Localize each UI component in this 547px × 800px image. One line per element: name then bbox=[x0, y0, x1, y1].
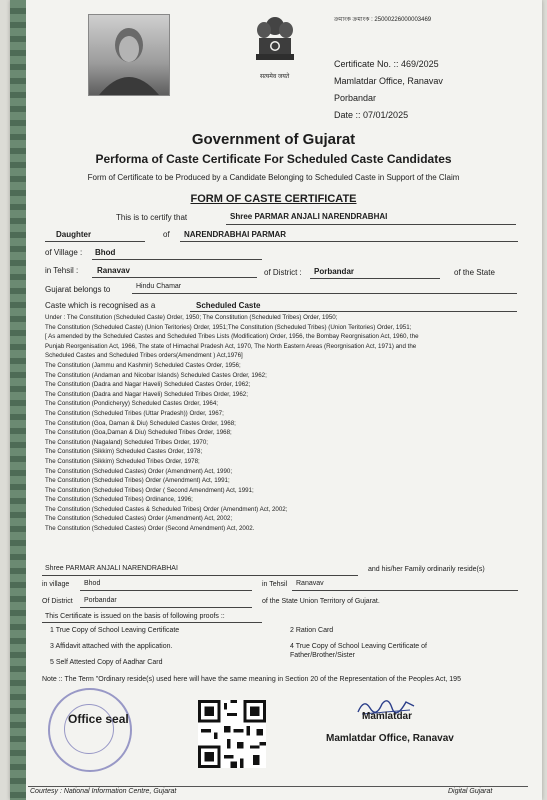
barcode-number: ক্রমাংক ক্রমাংক : 25000226000003469 bbox=[334, 17, 432, 23]
village-value: Bhod bbox=[95, 248, 116, 257]
district-value: Porbandar bbox=[314, 267, 355, 276]
order-line: Scheduled Castes and Scheduled Tribes orders(Amendment ) Act,1976] bbox=[45, 352, 243, 360]
proof-item: 2 Ration Card bbox=[290, 627, 334, 634]
decorative-strip bbox=[10, 0, 26, 800]
order-line: The Constitution (Sikkim) Scheduled Castes Order, 1978; bbox=[45, 448, 203, 456]
category-underline bbox=[190, 311, 517, 312]
certificate-no: 469/2025 bbox=[401, 59, 439, 69]
caste-value: Hindu Chamar bbox=[136, 283, 182, 290]
order-line: The Constitution (Scheduled Castes) Order (Amendment) Act, 2002; bbox=[45, 515, 233, 523]
res-village-value: Bhod bbox=[84, 580, 101, 587]
proof-item: 4 True Copy of School Leaving Certificate of Father/Brother/Sister bbox=[290, 643, 427, 659]
recognised-label: Caste which is recognised as a bbox=[45, 301, 156, 310]
order-line: The Constitution (Sikkim) Scheduled Tribes Order, 1978; bbox=[45, 457, 200, 465]
res-state-text: of the State Union Territory of Gujarat. bbox=[262, 598, 380, 605]
tehsil-value: Ranavav bbox=[97, 266, 130, 275]
res-district-value: Porbandar bbox=[84, 597, 117, 604]
res-village-underline bbox=[80, 590, 252, 591]
order-line: The Constitution (Goa, Daman & Diu) Scheduled Castes Order, 1968; bbox=[45, 419, 236, 427]
res-village-label: in village bbox=[42, 581, 70, 588]
family-text: and his/her Family ordinarily reside(s) bbox=[368, 566, 485, 573]
district-underline bbox=[310, 278, 440, 279]
res-district-label: Of District bbox=[42, 598, 73, 605]
order-line: The Constitution (Scheduled Tribes) Order (Amendment) Act, 1991; bbox=[45, 477, 230, 485]
order-line: The Constitution (Scheduled Castes & Scheduled Tribes) Order (Amendment) Act, 2002; bbox=[45, 505, 288, 513]
state-label: of the State bbox=[454, 268, 495, 277]
village-label: of Village : bbox=[45, 248, 83, 257]
order-line: The Constitution (Pondicheryy) Scheduled Castes Order, 1964; bbox=[45, 400, 218, 408]
gujarat-belongs-label: Gujarat belongs to bbox=[45, 285, 111, 294]
resident-underline bbox=[42, 575, 358, 576]
form-heading: FORM OF CASTE CERTIFICATE bbox=[190, 193, 357, 205]
signatory-office: Mamlatdar Office, Ranavav bbox=[326, 733, 454, 744]
caste-underline bbox=[132, 293, 517, 294]
order-line: The Constitution (Scheduled Tribes (Uttar Pradesh)) Order, 1967; bbox=[45, 409, 224, 417]
order-line: [ As amended by the Scheduled Castes and Scheduled Tribes Lists (Modification) Order, 1956, the Bombay Reorgnisation Act, 1960, the bbox=[45, 333, 419, 341]
order-line: The Constitution (Goa,Daman & Diu) Scheduled Tribes Order, 1968; bbox=[45, 429, 232, 437]
relation: Daughter bbox=[56, 230, 92, 239]
signatory-title: Mamlatdar bbox=[362, 711, 413, 722]
applicant-photo bbox=[88, 14, 170, 96]
order-line: The Constitution (Dadra and Nagar Haveli) Scheduled Castes Order, 1962; bbox=[45, 381, 251, 389]
proof-item: 5 Self Attested Copy of Aadhar Card bbox=[50, 659, 163, 666]
order-line: The Constitution (Scheduled Caste) (Union Teritories) Order, 1951;The Constitution (Scheduled Tribes) (Union Teritories) Order, 1951; bbox=[45, 323, 412, 331]
qr-code-icon bbox=[198, 700, 266, 768]
proof-item: 1 True Copy of School Leaving Certificate bbox=[50, 627, 180, 634]
issuing-office: Mamlatdar Office, Ranavav bbox=[334, 76, 443, 86]
order-line: Under : The Constitution (Scheduled Caste) Order, 1950; The Constitution (Scheduled Tribes) Order, 1950; bbox=[45, 314, 338, 321]
emblem-motto: सत्यमेव जयते bbox=[260, 74, 290, 80]
national-emblem-icon bbox=[250, 14, 300, 76]
resident-name: Shree PARMAR ANJALI NARENDRABHAI bbox=[45, 565, 178, 572]
proofs-heading-underline bbox=[42, 622, 262, 623]
village-underline bbox=[92, 259, 262, 260]
proof-item: 3 Affidavit attached with the application. bbox=[50, 643, 173, 650]
order-line: The Constitution (Scheduled Tribes) Ordinance, 1996; bbox=[45, 496, 193, 504]
order-line: The Constitution (Jammu and Kashmir) Scheduled Castes Order, 1956; bbox=[45, 361, 241, 369]
relation-underline bbox=[45, 241, 145, 242]
parent-underline bbox=[180, 241, 518, 242]
certificate-no-label: Certificate No. :: bbox=[334, 59, 399, 69]
res-tehsil-value: Ranavav bbox=[296, 580, 324, 587]
footer-divider bbox=[28, 786, 528, 787]
date-label: Date :: bbox=[334, 110, 361, 120]
order-line: The Constitution (Andaman and Nicobar Islands) Scheduled Castes Order, 1962; bbox=[45, 371, 267, 379]
tehsil-label: in Tehsil : bbox=[45, 266, 79, 275]
office-seal-label: Office seal bbox=[68, 712, 129, 726]
issuing-place: Porbandar bbox=[334, 93, 377, 103]
performa-title: Performa of Caste Certificate For Scheduled Caste Candidates bbox=[95, 152, 452, 166]
name-underline bbox=[226, 224, 516, 225]
order-line: The Constitution (Scheduled Castes) Order (Amendment) Act, 1990; bbox=[45, 467, 233, 475]
order-line: Punjab Reorgenisation Act, 1966, The state of Himachal Pradesh Act, 1970, The North Eastern Areas (Reorgnisation Act, 1971) and the bbox=[45, 342, 417, 350]
candidate-name: Shree PARMAR ANJALI NARENDRABHAI bbox=[230, 212, 388, 221]
form-subtitle: Form of Certificate to be Produced by a Candidate Belonging to Scheduled Caste in Support of the Claim bbox=[87, 173, 460, 182]
res-tehsil-underline bbox=[292, 590, 518, 591]
order-line: The Constitution (Dadra and Nagar Haveli) Scheduled Tribes Order, 1962; bbox=[45, 390, 248, 398]
constitution-orders-list bbox=[45, 313, 525, 534]
note-text: Note :: The Term "Ordinary reside(s) used here will have the same meaning in Section 20 of the Representation of the Peoples Act, 195 bbox=[42, 676, 461, 683]
res-district-underline bbox=[80, 607, 252, 608]
government-title: Government of Gujarat bbox=[191, 131, 356, 148]
certify-intro: This is to certify that bbox=[116, 213, 188, 222]
footer-courtesy: Courtesy : National Information Centre, Gujarat bbox=[30, 788, 177, 795]
of-label: of bbox=[163, 230, 170, 239]
tehsil-underline bbox=[92, 277, 257, 278]
caste-category: Scheduled Caste bbox=[196, 301, 261, 310]
order-line: The Constitution (Nagaland) Scheduled Tribes Order, 1970; bbox=[45, 438, 209, 446]
office-seal-stamp bbox=[48, 688, 132, 772]
footer-digital-gujarat: Digital Gujarat bbox=[448, 788, 493, 795]
order-line: The Constitution (Scheduled Castes) Order (Second Amendment) Act, 2002. bbox=[45, 525, 255, 533]
order-line: The Constitution (Scheduled Tribes) Order ( Second Amendment) Act, 1991; bbox=[45, 486, 254, 494]
certificate-meta bbox=[334, 56, 443, 124]
res-tehsil-label: in Tehsil bbox=[262, 581, 288, 588]
proofs-heading: This Certificate is issued on the basis of following proofs :: bbox=[45, 613, 225, 620]
district-label: of District : bbox=[264, 268, 302, 277]
issue-date: 07/01/2025 bbox=[363, 110, 409, 120]
parent-name: NARENDRABHAI PARMAR bbox=[184, 230, 287, 239]
